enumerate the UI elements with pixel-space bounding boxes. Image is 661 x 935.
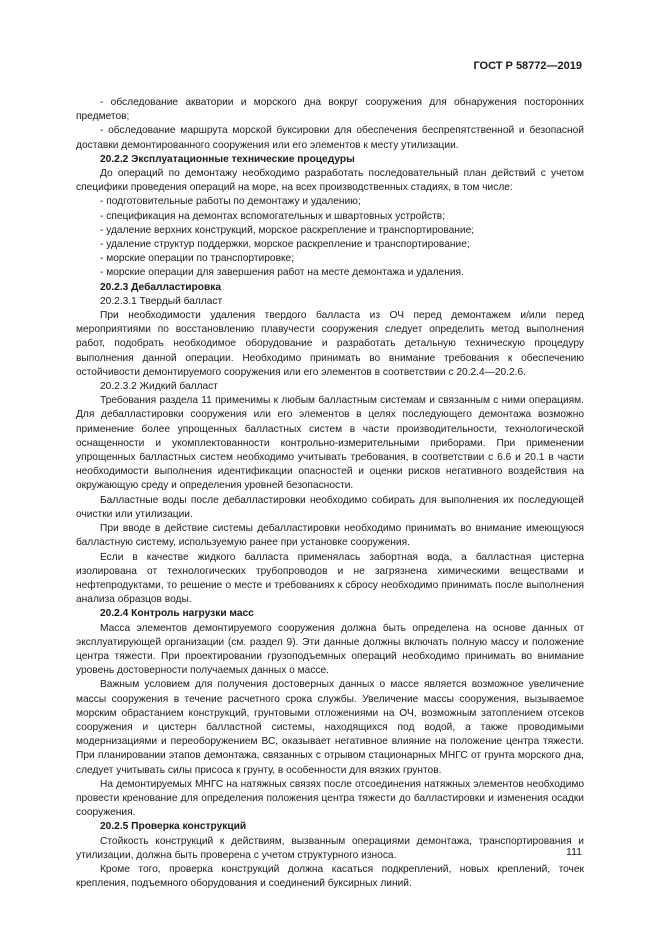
paragraph: Важным условием для получения достоверных данных о массе является возможное увеличение массы сооружения в течение расчетного срока службы. Увеличение массы сооружения, вызываемое морским обрастанием конструкций, грунтовыми отложениями на ОЧ, возможным затоплением отсеков сооружения и цистерн балластной системы, находящихся под водой, а также проводимыми модернизациями и переоборужением ВС, оказывает негативное влияние на положение центра тяжести. При планировании этапов демонтажа, связанных с отрывом стационарных МНГС от грунта морского дна, следует учитывать силы присоса к грунту, в особенности для вязких грунтов.	[76, 679, 584, 776]
paragraph: При необходимости удаления твердого балласта из ОЧ перед демонтажем и/или перед мероприятиями по восстановлению плавучести сооружения следует определить метод выполнения работ, подобрать необходимое оборудование и разработать детальную техническую процедуру выполнения данной операции. Необходимо принимать во внимание требования к обеспечению остойчивости демонтируемого сооружения или его элементов в соответствии с 20.2.4—20.2.6.	[76, 310, 584, 378]
subsection-heading: 20.2.3.1 Твердый балласт	[100, 295, 223, 307]
paragraph: Масса элементов демонтируемого сооружения должна быть определена на основе данных от эксплуатирующей организации (см. раздел 9). Эти данные должны включать полную массу и положение центра тяжести. При проектировании грузоподъемных операций необходимо принимать во внимание уровень достоверности получаемых данных о массе.	[76, 622, 584, 677]
list-item: - обследование маршрута морской буксировки для обеспечения беспрепятственной и безопасной доставки демонтированного сооружения или его элементов к месту утилизации.	[76, 125, 584, 151]
paragraph: Требования раздела 11 применимы к любым балластным системам и связанным с ними операциям. Для дебалластировки сооружения или его элементов в целях последующего демонтажа возможно применение более упрощенных балластных систем в части производительности, технологической оснащенности и укомплектованности контрольно-измерительными приборами. При применении упрощенных балластных систем необходимо учитывать требования, в соответствии с 6.6 и 20.1 в части необходимости выполнения идентификации опасностей и оценки рисков негативного воздействия на окружающую среду и определения уровней безопасности.	[76, 395, 584, 492]
paragraph: Кроме того, проверка конструкций должна касаться подкреплений, новых креплений, точек крепления, подъемного оборудования и соединений буксирных линий.	[76, 863, 584, 890]
list-item: - спецификация на демонтах вспомогательных и швартовных устройств;	[100, 210, 446, 222]
paragraph: На демонтируемых МНГС на натяжных связях после отсоединения натяжных элементов необходимо провести кренование для определения положения центра тяжести до балластировки и изменения осадки сооружения.	[76, 778, 584, 819]
list-item: - обследование акватории и морского дна вокруг сооружения для обнаружения посторонних предметов;	[76, 97, 584, 123]
list-item: - морские операции по транспортировке;	[100, 253, 295, 265]
paragraph: Если в качестве жидкого балласта применялась забортная вода, а балластная цистерна изолирована от технологических трубопроводов и не загрязнена химическими веществами и нефтепродуктами, то решение о месте и требованиях к сбросу необходимо принимать после выполнения анализа образцов воды.	[76, 551, 584, 606]
subsection-heading: 20.2.3.2 Жидкий балласт	[100, 381, 218, 393]
section-heading: 20.2.3 Дебалластировка	[100, 281, 222, 293]
list-item: - удаление структур поддержки, морское раскрепление и транспортирование;	[100, 239, 470, 251]
paragraph: До операций по демонтажу необходимо разработать последовательный план действий с учетом специфики проведения операций на море, на всех производственных стадиях, в том числе:	[76, 168, 584, 194]
list-item: - подготовительные работы по демонтажу и удалению;	[100, 196, 361, 208]
section-heading: 20.2.4 Контроль нагрузки масс	[100, 608, 254, 620]
standard-header: ГОСТ Р 58772—2019	[473, 60, 582, 72]
paragraph: Стойкость конструкций к действиям, вызванным операциями демонтажа, транспортирования и утилизации, должна быть проверена с учетом структурного износа.	[76, 835, 584, 861]
section-heading: 20.2.5 Проверка конструкций	[100, 821, 247, 833]
paragraph: При вводе в действие системы дебалластировки необходимо принимать во внимание имеющуюся балластную систему, используемую ранее при установке сооружения.	[76, 523, 584, 549]
paragraph: Балластные воды после дебалластировки необходимо собирать для выполнения их последующей очистки или утилизации.	[76, 494, 584, 520]
page-number: 111	[566, 846, 582, 858]
document-body	[76, 96, 584, 891]
list-item: - морские операции для завершения работ на месте демонтажа и удаления.	[100, 267, 464, 279]
section-heading: 20.2.2 Эксплуатационные технические процедуры	[100, 153, 355, 165]
list-item: - удаление верхних конструкций, морское раскрепление и транспортирование;	[100, 224, 475, 236]
